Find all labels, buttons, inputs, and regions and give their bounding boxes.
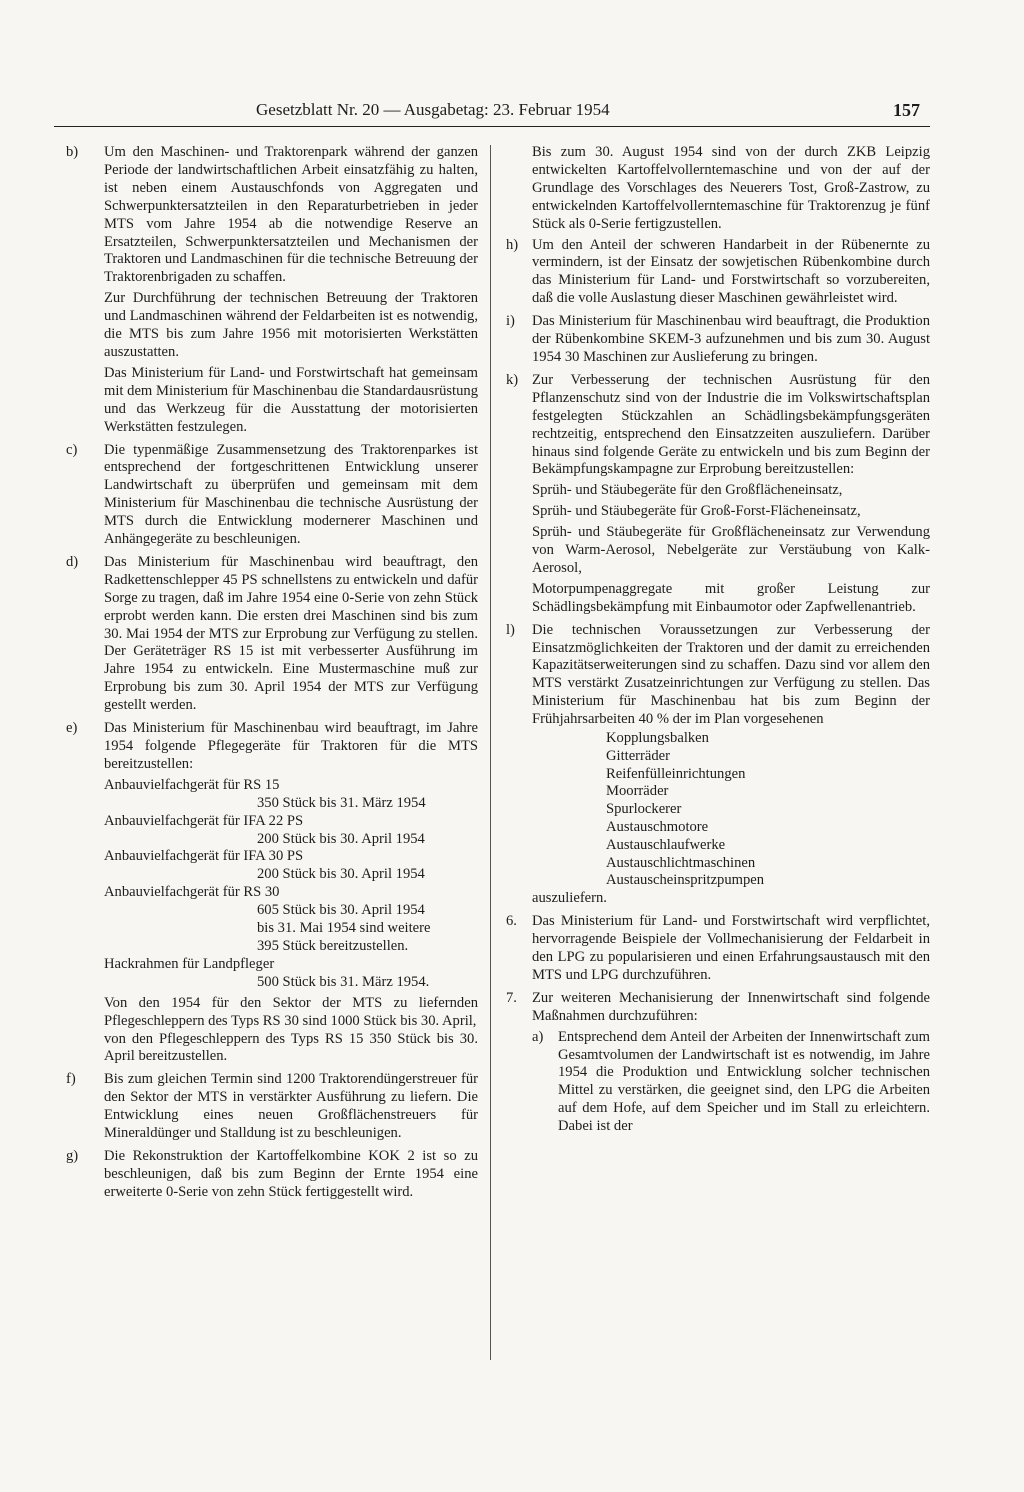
page-number: 157 (893, 100, 920, 120)
list-item: Kopplungsbalken (606, 730, 709, 747)
equipment-quantity: 500 Stück bis 31. März 1954. (257, 973, 430, 990)
equipment-row (104, 813, 478, 849)
paragraph: Das Ministerium für Land- und Forstwirtschaft hat gemeinsam mit dem Ministerium für Maschinenbau die Standardausrüstung und das Werkzeug für die Ausstattung der motorisierten Werkstätten festzulegen. (104, 364, 478, 435)
paragraph: von den Pflegeschleppern des Typs RS 15 350 Stück bis 30. April bereitzustellen. (104, 1030, 478, 1065)
paragraph: Das Ministerium für Maschinenbau wird beauftragt, den Radkettenschlepper 45 PS schnellstens zu entwickeln und dafür Sorge zu tragen, daß im Jahre 1954 eine 0-Serie von zehn Stück erprobt werden kann. Die ersten drei Maschinen sind bis zum 30. Mai 1954 der MTS zur Erprobung zur Verfügung zu stellen. Der Geräteträger RS 15 ist mit verbesserter Ausführung im Jahre 1954 zu entwickeln. Eine Mustermaschine muß zur Erprobung bis zum 30. April 1954 der MTS zur Verfügung gestellt werden. (104, 553, 478, 714)
equipment-quantity: 350 Stück bis 31. März 1954 (257, 794, 426, 811)
item-marker: i) (506, 313, 515, 330)
equipment-row (104, 848, 478, 884)
section-number: 6. (506, 913, 517, 930)
paragraph: Von den 1954 für den Sektor der MTS zu liefernden Pflegeschleppern des Typs RS 30 sind 1000 Stück bis 30. April, (104, 994, 478, 1029)
item-marker: e) (66, 720, 78, 737)
paragraph-continuation: Bis zum 30. August 1954 sind von der durch ZKB Leipzig entwickelten Kartoffelvollerntemaschine und von der auf der Grundlage des Vorschlages des Neuerers Tost, Groß-Zastrow, zu entwickelnden Kartoffelvollerntemaschine für Traktorenzug je fünf Stück als 0-Serie fertigzustellen. (532, 144, 930, 232)
item-e (66, 720, 478, 1069)
equipment-quantity: 605 Stück bis 30. April 1954 (257, 902, 425, 919)
section-number: 7. (506, 989, 517, 1006)
paragraph: Zur Verbesserung der technischen Ausrüstung für den Pflanzenschutz sind von der Industrie die im Volkswirtschaftsplan festgelegten Stückzahlen an Schädlingsbekämpfungsgeräten rechtzeitig, entsprechend den Einsatzzeiten auszuliefern. Darüber hinaus sind folgende Geräte zu entwickeln und bis zum Beginn der Bekämpfungskampagne zur Erprobung bereitzustellen: (532, 371, 930, 478)
equipment-quantity-note: 395 Stück bereitzustellen. (257, 937, 409, 954)
equipment-list (532, 730, 930, 890)
item-marker: c) (66, 441, 78, 458)
item-h (506, 237, 930, 312)
equipment-quantity: 200 Stück bis 30. April 1954 (257, 866, 425, 883)
item-marker: k) (506, 371, 519, 388)
equipment-quantity-note: bis 31. Mai 1954 sind weitere (257, 920, 431, 937)
item-marker: h) (506, 236, 519, 253)
right-column (506, 144, 930, 1143)
paragraph: Die Rekonstruktion der Kartoffelkombine KOK 2 ist so zu beschleunigen, daß bis zum Beginn der Ernte 1954 eine erweiterte 0-Serie von zehn Stück fertiggestellt wird. (104, 1147, 478, 1200)
item-marker: d) (66, 553, 79, 570)
paragraph: Bis zum gleichen Termin sind 1200 Traktorendüngerstreuer für den Sektor der MTS in verstärkter Ausführung zu liefern. Die Entwicklung eines neuen Großflächenstreuers für Mineraldünger und Stalldung ist zu beschleunigen. (104, 1071, 478, 1142)
column-divider (490, 145, 491, 1360)
list-item: Moorräder (606, 783, 669, 800)
item-g (66, 1148, 478, 1205)
device-entry: Sprüh- und Stäubegeräte für den Großflächeneinsatz, (532, 482, 843, 499)
paragraph: Die typenmäßige Zusammensetzung des Traktorenparkes ist entsprechend der fortgeschrittenen Entwicklung unserer Landwirtschaft zu überprüfen und gemeinsam mit dem Ministerium für Maschinenbau die technische Ausrüstung der MTS durch die Entwicklung modernerer Maschinen und Anhängegeräte zu beschleunigen. (104, 441, 478, 548)
equipment-row (104, 956, 478, 992)
item-b (66, 144, 478, 440)
left-column (66, 144, 478, 1207)
paragraph: Zur Durchführung der technischen Betreuung der Traktoren und Landmaschinen während der Feldarbeiten ist es notwendig, die MTS bis zum Jahre 1956 mit motorisierten Werkstätten auszustatten. (104, 290, 478, 360)
list-item: Reifenfülleinrichtungen (606, 765, 746, 782)
item-d (66, 554, 478, 718)
paragraph-trail: auszuliefern. (532, 890, 607, 907)
paragraph: Das Ministerium für Maschinenbau wird beauftragt, die Produktion der Rübenkombine SKEM-3 aufzunehmen und bis zum 30. August 1954 30 Maschinen zur Auslieferung zu bringen. (532, 313, 930, 365)
item-l (506, 622, 930, 912)
equipment-label: Anbauvielfachgerät für RS 30 (104, 884, 280, 901)
item-7a (532, 1029, 930, 1139)
item-marker: f) (66, 1071, 76, 1088)
section-7 (506, 990, 930, 1141)
equipment-label: Anbauvielfachgerät für IFA 30 PS (104, 848, 304, 865)
list-item: Austauschmotore (606, 819, 709, 836)
header-rule (54, 126, 930, 127)
paragraph: Um den Anteil der schweren Handarbeit in der Rübenernte zu vermindern, ist der Einsatz der sowjetischen Rübenkombine durch das Ministerium für Land- und Forstwirtschaft so vorzubereiten, daß die volle Auslastung dieser Maschinen gewährleistet wird. (532, 236, 930, 307)
list-item: Austauschlichtmaschinen (606, 854, 756, 871)
paragraph: Zur weiteren Mechanisierung der Innenwirtschaft sind folgende Maßnahmen durchzuführen: (532, 989, 930, 1024)
equipment-row (104, 777, 478, 813)
equipment-label: Anbauvielfachgerät für RS 15 (104, 776, 280, 793)
item-marker: g) (66, 1147, 79, 1164)
item-f (66, 1071, 478, 1146)
list-item: Gitterräder (606, 747, 671, 764)
paragraph: Die technischen Voraussetzungen zur Verbesserung der Einsatzmöglichkeiten der Traktoren und der damit zu erreichenden Kapazitätserweiterungen sind zu schaffen. Dazu sind vor allem den MTS verstärkt Zusatzeinrichtungen zur Verfügung zu stellen. Das Ministerium für Maschinenbau hat bis zum Beginn der Frühjahrsarbeiten 40 % der im Plan vorgesehenen (532, 621, 930, 728)
list-item: Spurlockerer (606, 801, 682, 818)
item-marker: l) (506, 621, 515, 638)
item-marker: a) (532, 1028, 544, 1045)
paragraph: Entsprechend dem Anteil der Arbeiten der Innenwirtschaft zum Gesamtvolumen der Landwirtschaft ist es notwendig, im Jahre 1954 die Produktion und Entwicklung solcher technischen Mittel zu verstärken, die geeignet sind, den LPG die Arbeiten auf dem Hofe, auf dem Speicher und im Stall zu erleichtern. Dabei ist der (558, 1028, 930, 1135)
device-entry: Motorpumpenaggregate mit großer Leistung zur Schädlingsbekämpfung mit Einbaumotor oder Zapfwellenantrieb. (532, 580, 930, 615)
equipment-quantity: 200 Stück bis 30. April 1954 (257, 830, 425, 847)
paragraph: Das Ministerium für Maschinenbau wird beauftragt, im Jahre 1954 folgende Pflegegeräte für Traktoren für die MTS bereitzustellen: (104, 720, 478, 772)
equipment-label: Anbauvielfachgerät für IFA 22 PS (104, 812, 304, 829)
device-entry: Sprüh- und Stäubegeräte für Groß-Forst-Flächeneinsatz, (532, 503, 861, 520)
device-entry: Sprüh- und Stäubegeräte für Großflächeneinsatz zur Verwendung von Warm-Aerosol, Nebelgeräte zur Verstäubung von Kalk-Aerosol, (532, 524, 930, 576)
paragraph: Um den Maschinen- und Traktorenpark während der ganzen Periode der landwirtschaftlichen Arbeit einsatzfähig zu halten, ist neben einem Austauschfonds von Aggregaten und Schwerpunktersatzteilen in den Reparaturbetrieben in jeder MTS vom Jahre 1954 ab die notwendige Reserve an Ersatzteilen, Schwerpunktersatzteilen und Mechanismen der Traktoren und Landmaschinen für die technische Betreuung der Traktorenbrigaden zu schaffen. (104, 144, 478, 286)
section-6 (506, 913, 930, 988)
list-item: Austauschlaufwerke (606, 836, 726, 853)
list-item: Austauscheinspritzpumpen (606, 872, 765, 889)
item-k (506, 372, 930, 620)
equipment-row (104, 884, 478, 956)
item-i (506, 313, 930, 370)
item-c (66, 442, 478, 552)
item-marker: b) (66, 144, 79, 160)
header-title: Gesetzblatt Nr. 20 — Ausgabetag: 23. Februar 1954 (256, 100, 610, 119)
paragraph: Das Ministerium für Land- und Forstwirtschaft wird verpflichtet, hervorragende Beispiele der Vollmechanisierung der Feldarbeit in den LPG zu popularisieren und einen Erfahrungsaustausch mit den MTS und LPG durchzuführen. (532, 913, 930, 983)
equipment-label: Hackrahmen für Landpfleger (104, 955, 275, 972)
